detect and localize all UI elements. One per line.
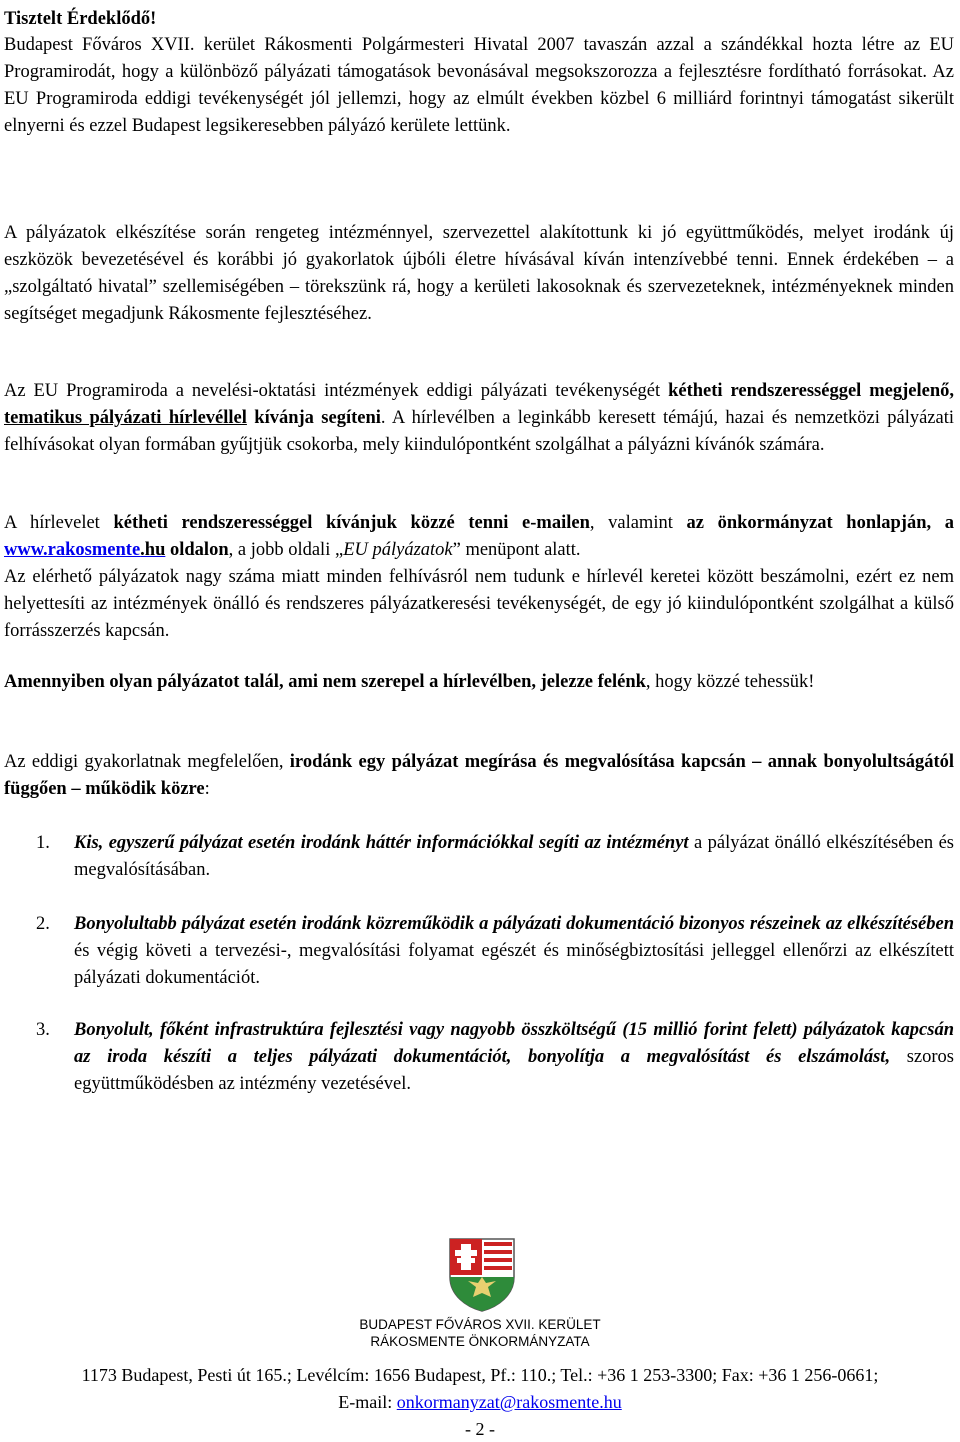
bold-underline-run: tematikus pályázati hírlevéllel <box>4 408 247 428</box>
text-run: a pályázat önálló elkészítésében és megvalósításában. <box>74 833 954 880</box>
footer-org-name: BUDAPEST FŐVÁROS XVII. KERÜLET <box>359 1317 601 1332</box>
bold-italic-run: Bonyolultabb pályázat esetén irodánk közreműködik a pályázati dokumentáció bizonyos részeinek az elkészítésében <box>74 914 954 934</box>
bold-run: Amennyiben olyan pályázatot talál, ami nem szerepel a hírlevélben, jelezze felénk <box>4 672 646 692</box>
paragraph-intro: Budapest Főváros XVII. kerület Rákosmenti Polgármesteri Hivatal 2007 tavaszán azzal a szándékkal hozta létre az EU Programirodát, hogy a különböző pályázati támogatások bevonásával megsokszorozza a fejlesztésre fordítható forrásokat. Az EU Programiroda eddigi tevékenységét jól jellemzi, hogy az elmúlt években közbel 6 milliárd forintnyi támogatást sikerült elnyerni és ezzel Budapest legsikeresebben pályázó kerülete lettünk. <box>4 35 954 136</box>
bold-run: kétheti rendszerességgel kívánjuk közzé tenni e-mailen <box>113 513 590 533</box>
text-run: : <box>204 779 210 799</box>
text-run: A hírlevelet <box>4 513 114 533</box>
paragraph-publication <box>4 510 954 645</box>
footer-email-line <box>0 1391 960 1413</box>
website-link-text: www.rakosmente <box>4 540 141 560</box>
paragraph-newsletter <box>4 378 954 459</box>
website-link[interactable] <box>4 540 165 560</box>
list-number: 2. <box>36 914 50 934</box>
text-run: , a jobb oldali „ <box>228 540 344 560</box>
footer-address: 1173 Budapest, Pesti út 165.; Levélcím: 1656 Budapest, Pf.: 110.; Tel.: +36 1 253-3300; Fax: +36 1 256-0661; <box>81 1365 879 1385</box>
coat-of-arms-logo <box>446 1237 518 1313</box>
list-body <box>74 830 954 884</box>
italic-run: EU pályázatok <box>343 540 453 560</box>
email-label: E-mail: <box>338 1392 397 1412</box>
paragraph-notify <box>4 669 954 696</box>
bold-run: az önkormányzat honlapján, a <box>686 513 954 533</box>
page-number: - 2 - <box>465 1419 495 1439</box>
text-run: és végig követi a tervezési-, megvalósítási folyamat egészét és minőségbiztosítási jelleggel ellenőrzi az elkészített pályázati dokumentációt. <box>74 941 954 988</box>
email-link[interactable]: onkormanyzat@rakosmente.hu <box>396 1392 622 1412</box>
text-run: , hogy közzé tehessük! <box>645 672 815 692</box>
bold-italic-run: Bonyolult, főként infrastruktúra fejlesztési vagy nagyobb összköltségű (15 millió forint felett) pályázatok kapcsán az iroda készíti a teljes pályázati dokumentációt, bonyolítja a megvalósítást és elszámolást, <box>74 1020 954 1067</box>
bold-run: oldalon <box>165 540 229 560</box>
footer-org-subname: RÁKOSMENTE ÖNKORMÁNYZATA <box>370 1334 590 1349</box>
text-run: Az eddigi gyakorlatnak megfelelően, <box>4 752 290 772</box>
list-number: 1. <box>36 833 50 853</box>
bold-run: kívánja segíteni <box>246 408 381 428</box>
bold-run: kétheti rendszerességgel megjelenő, <box>668 381 954 401</box>
text-run: ” menüpont alatt. <box>452 540 581 560</box>
list-body <box>74 911 954 992</box>
bold-italic-run: Kis, egyszerű pályázat esetén irodánk háttér információkkal segíti az intézményt <box>74 833 689 853</box>
text-run: , valamint <box>589 513 687 533</box>
greeting: Tisztelt Érdeklődő! <box>4 9 157 29</box>
list-body <box>74 1017 954 1098</box>
bold-run: irodánk egy pályázat megírása és megvalósítása kapcsán – annak bonyolultságától függően – működik közre <box>4 752 954 799</box>
text-run: szoros együttműködésben az intézmény vezetésével. <box>74 1047 954 1094</box>
list-number: 3. <box>36 1020 50 1040</box>
text-run: . A hírlevélben a leginkább keresett témájú, hazai és nemzetközi pályázati felhívásokat olyan formában gyűjtjük csokorba, mely kiindulópontként szolgálhat a pályázni kívánók számára. <box>4 408 954 455</box>
text-run: Az elérhető pályázatok nagy száma miatt minden felhívásról nem tudunk e hírlevél keretei között beszámolni, ezért ez nem helyettesíti az intézmények önálló és rendszeres pályázatkeresési tevékenységét, de egy jó kiindulópontként szolgálhat a külső forrásszerzés kapcsán. <box>4 567 954 641</box>
text-run: Az EU Programiroda a nevelési-oktatási intézmények eddigi pályázati tevékenységét <box>4 381 669 401</box>
paragraph-cooperation: A pályázatok elkészítése során rengeteg intézménnyel, szervezettel alakítottunk ki jó együttműködés, melyet irodánk új eszközök bevezetésével és korábbi jó gyakorlatok újbóli életre hívásával kíván intenzívebbé tenni. Ennek érdekében – a „szolgáltató hivatal” szellemiségében – törekszünk rá, hogy a kerületi lakosoknak és szervezeteknek, intézményeknek minden segítséget megadjunk Rákosmente fejlesztéséhez. <box>4 223 954 324</box>
paragraph-practice <box>4 749 954 803</box>
website-link-tld: .hu <box>140 540 166 560</box>
